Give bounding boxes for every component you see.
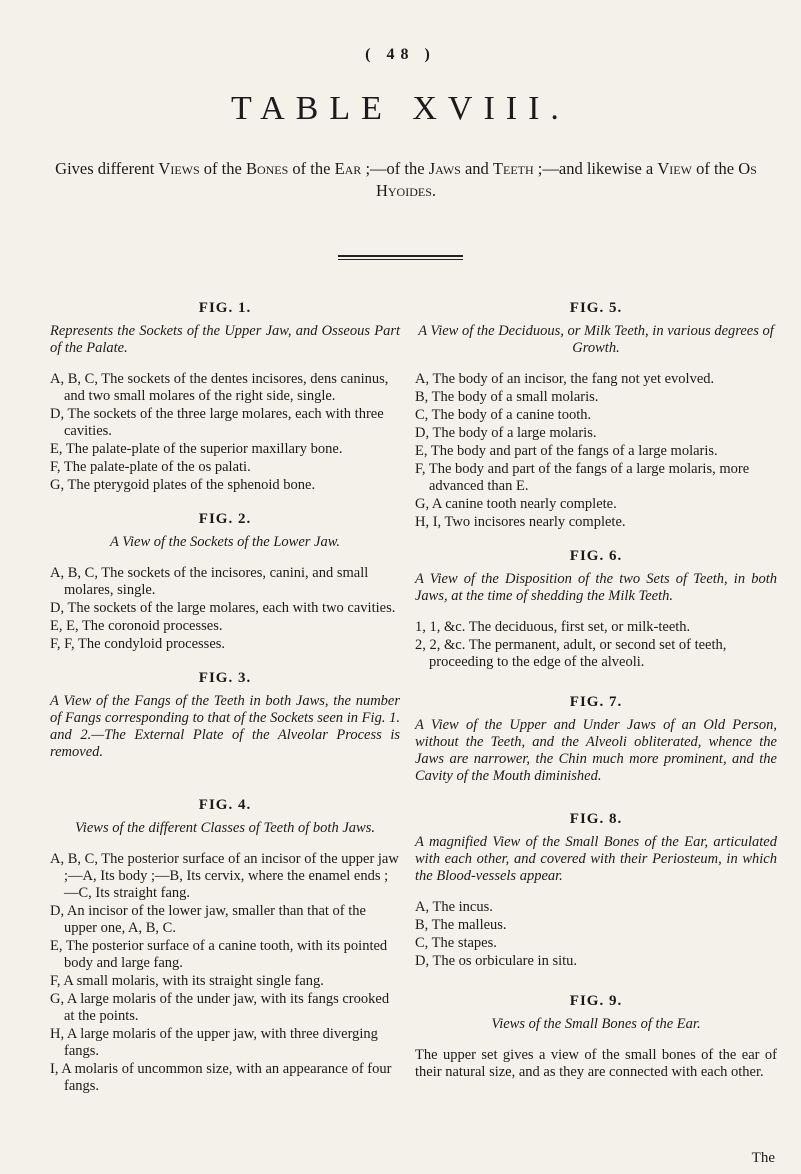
- left-column: [50, 300, 400, 1096]
- fig-7-caption: A View of the Upper and Under Jaws of an Old Person, without the Teeth, and the Alveoli obliterated, whence the Jaws are narrower, the Chin much more prominent, and the Cavity of the Mouth diminished.: [415, 717, 777, 784]
- fig-2-item: E, E, The coronoid processes.: [50, 618, 223, 634]
- fig-4-heading: FIG. 4.: [198, 797, 252, 813]
- fig-9-heading: FIG. 9.: [569, 993, 623, 1009]
- fig-5-caption: A View of the Deciduous, or Milk Teeth, in various degrees of Growth.: [418, 323, 774, 356]
- fig-8-item: C, The stapes.: [415, 935, 497, 951]
- fig-3-heading: FIG. 3.: [198, 670, 252, 686]
- fig-2-item: A, B, C, The sockets of the incisores, canini, and small molares, single.: [50, 565, 369, 598]
- fig-1-heading: FIG. 1.: [198, 300, 252, 316]
- fig-1-item: E, The palate-plate of the superior maxillary bone.: [50, 441, 343, 457]
- fig-6-heading: FIG. 6.: [569, 548, 623, 564]
- fig-8-item: D, The os orbiculare in situ.: [415, 953, 578, 969]
- fig-2-heading: FIG. 2.: [198, 511, 252, 527]
- fig-1-item: F, The palate-plate of the os palati.: [50, 459, 251, 475]
- fig-4-caption: Views of the different Classes of Teeth of both Jaws.: [75, 820, 375, 836]
- fig-5-item: E, The body and part of the fangs of a large molaris.: [415, 443, 718, 459]
- fig-4-item: G, A large molaris of the under jaw, with its fangs crooked at the points.: [50, 991, 390, 1024]
- fig-4-item: E, The posterior surface of a canine tooth, with its pointed body and large fang.: [50, 938, 388, 971]
- fig-5-item: C, The body of a canine tooth.: [415, 407, 592, 423]
- fig-4-item: H, A large molaris of the upper jaw, with three diverging fangs.: [50, 1026, 378, 1059]
- fig-4-item: I, A molaris of uncommon size, with an appearance of four fangs.: [50, 1061, 392, 1094]
- catchword: The: [751, 1150, 775, 1166]
- plate-title: TABLE XVIII.: [231, 90, 570, 127]
- fig-7-heading: FIG. 7.: [569, 694, 623, 710]
- fig-9-caption: Views of the Small Bones of the Ear.: [491, 1016, 701, 1032]
- plate-description: Gives different Views of the Bones of the Ear ;—of the Jaws and Teeth ;—and likewise a View of the Os Hyoides.: [55, 159, 757, 200]
- fig-4-item: F, A small molaris, with its straight single fang.: [50, 973, 324, 989]
- fig-5-item: F, The body and part of the fangs of a large molaris, more advanced than E.: [415, 461, 750, 494]
- divider-rule-thick: [338, 255, 463, 257]
- fig-5-item: D, The body of a large molaris.: [415, 425, 597, 441]
- fig-4-item: A, B, C, The posterior surface of an incisor of the upper jaw ;—A, Its body ;—B, Its cervix, where the enamel ends ;—C, Its straight fang.: [50, 851, 399, 901]
- fig-5-item: B, The body of a small molaris.: [415, 389, 599, 405]
- fig-6-item: 2, 2, &c. The permanent, adult, or second set of teeth, proceeding to the edge of the alveoli.: [415, 637, 727, 670]
- fig-1-item: D, The sockets of the three large molares, each with three cavities.: [50, 406, 384, 439]
- page-number: ( 48 ): [365, 46, 436, 63]
- fig-8-heading: FIG. 8.: [569, 811, 623, 827]
- right-column: [415, 300, 777, 1081]
- fig-3-caption: A View of the Fangs of the Teeth in both Jaws, the number of Fangs corresponding to that of the Sockets seen in Fig. 1. and 2.—The External Plate of the Alveolar Process is removed.: [50, 693, 400, 760]
- fig-4-item: D, An incisor of the lower jaw, smaller than that of the upper one, A, B, C.: [50, 903, 366, 936]
- fig-2-item: F, F, The condyloid processes.: [50, 636, 226, 652]
- fig-5-heading: FIG. 5.: [569, 300, 623, 316]
- fig-2-item: D, The sockets of the large molares, each with two cavities.: [50, 600, 396, 616]
- fig-2-caption: A View of the Sockets of the Lower Jaw.: [110, 534, 340, 550]
- fig-1-item: A, B, C, The sockets of the dentes incisores, dens caninus, and two small molares of the right side, single.: [50, 371, 389, 404]
- fig-1-caption: Represents the Sockets of the Upper Jaw, and Osseous Part of the Palate.: [50, 323, 400, 356]
- fig-5-item: H, I, Two incisores nearly complete.: [415, 514, 626, 530]
- fig-1-item: G, The pterygoid plates of the sphenoid bone.: [50, 477, 316, 493]
- divider-rule-thin: [338, 259, 463, 260]
- fig-8-caption: A magnified View of the Small Bones of the Ear, articulated with each other, and covered with their Periosteum, in which the Blood-vessels appear.: [415, 834, 777, 884]
- fig-5-item: G, A canine tooth nearly complete.: [415, 496, 617, 512]
- fig-6-caption: A View of the Disposition of the two Sets of Teeth, in both Jaws, at the time of shedding the Milk Teeth.: [415, 571, 777, 604]
- fig-6-item: 1, 1, &c. The deciduous, first set, or milk-teeth.: [415, 619, 691, 635]
- fig-8-item: B, The malleus.: [415, 917, 507, 933]
- fig-9-text: The upper set gives a view of the small bones of the ear of their natural size, and as they are connected with each other.: [415, 1047, 777, 1080]
- fig-8-item: A, The incus.: [415, 899, 493, 915]
- fig-5-item: A, The body of an incisor, the fang not yet evolved.: [415, 371, 715, 387]
